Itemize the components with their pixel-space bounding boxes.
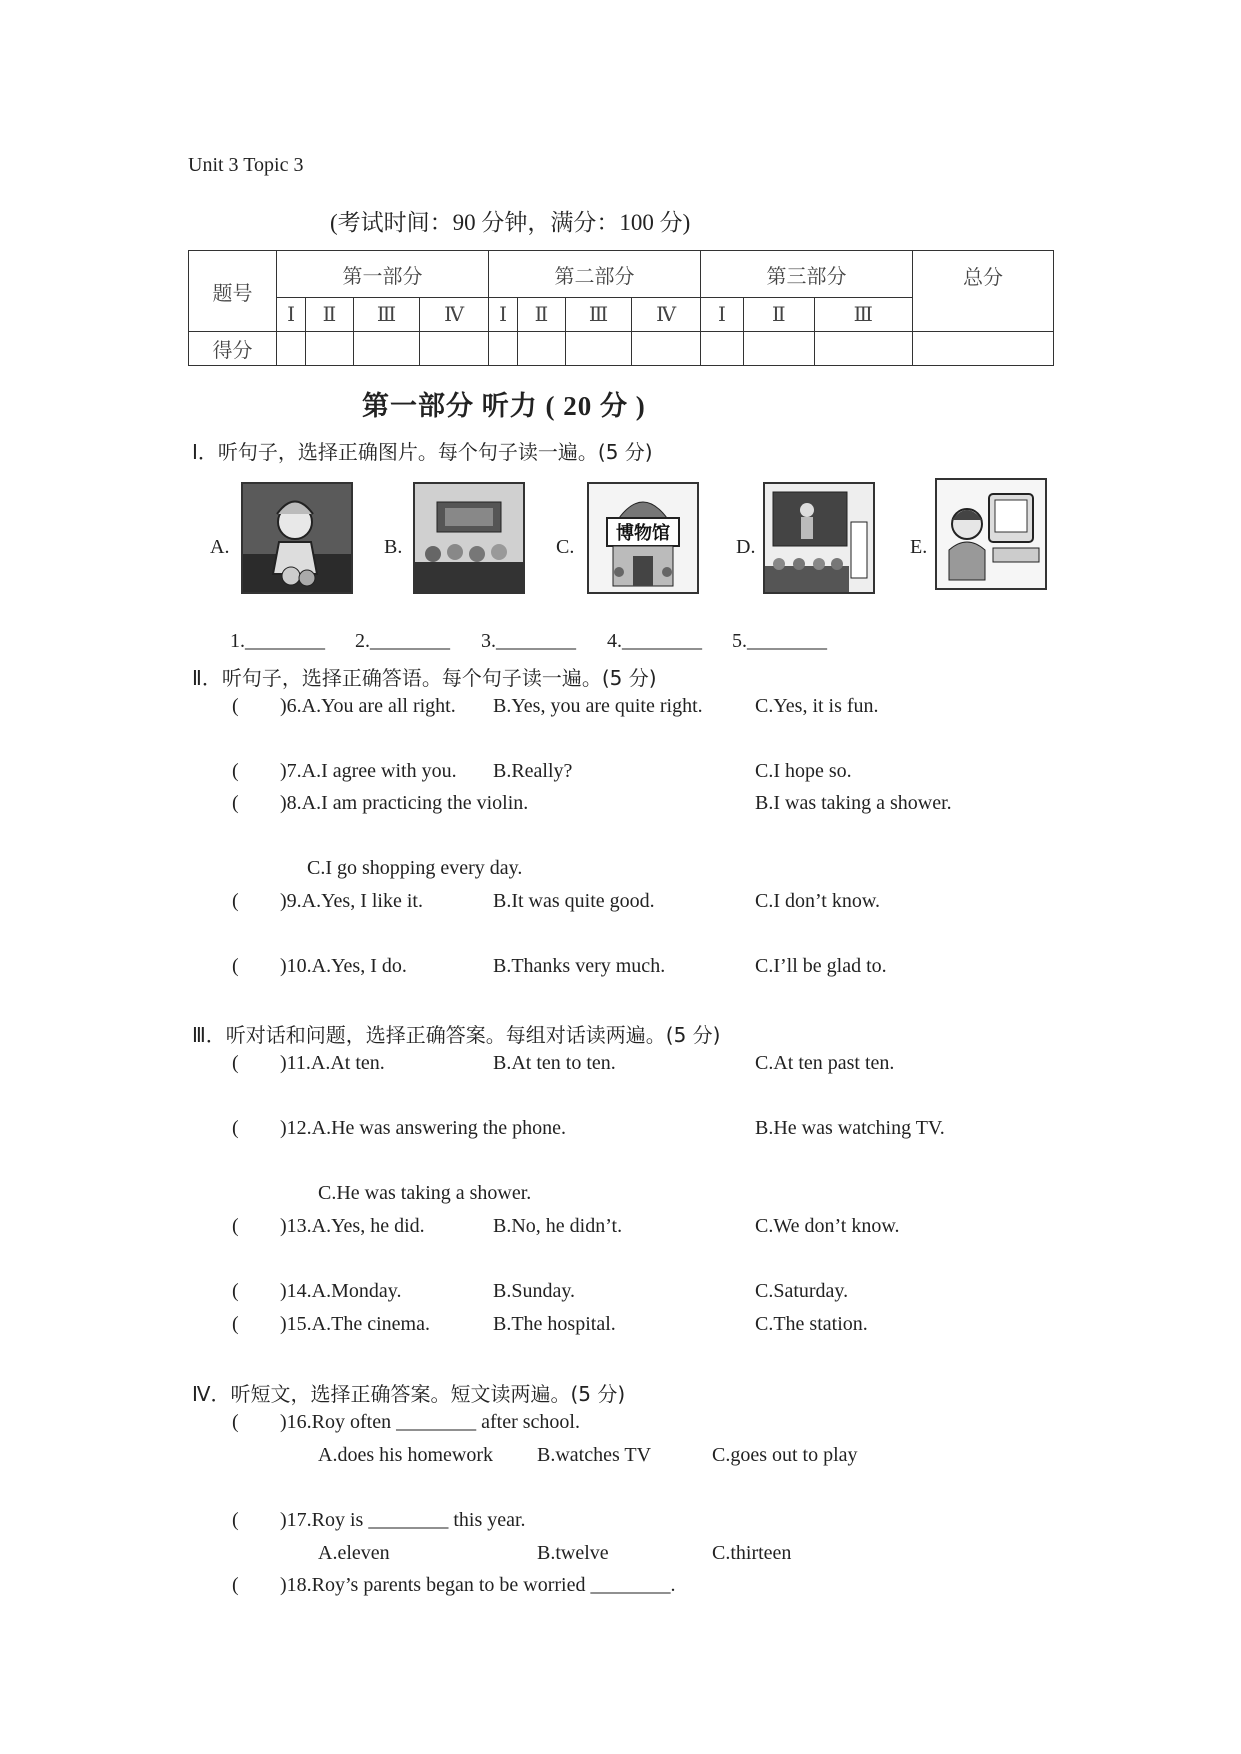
- answer-paren[interactable]: (: [232, 1574, 239, 1596]
- sub-header: Ⅱ: [518, 298, 566, 332]
- sub-header: Ⅰ: [277, 298, 306, 332]
- question-11: )11.A.At ten.: [280, 1052, 385, 1074]
- answer-blank[interactable]: 1.________: [230, 630, 325, 652]
- sub-header: Ⅰ: [700, 298, 743, 332]
- option-b: B.He was watching TV.: [755, 1117, 945, 1139]
- option-c: C.The station.: [755, 1313, 868, 1335]
- question-8: )8.A.I am practicing the violin.: [280, 792, 529, 814]
- score-cell[interactable]: [565, 332, 631, 366]
- question-14: )14.A.Monday.: [280, 1280, 402, 1302]
- option-b: B.twelve: [537, 1542, 609, 1564]
- option-c: C.At ten past ten.: [755, 1052, 895, 1074]
- option-c: C.Yes, it is fun.: [755, 695, 879, 717]
- option-b: B.Really?: [493, 760, 573, 782]
- answer-paren[interactable]: (: [232, 695, 239, 717]
- answer-paren[interactable]: (: [232, 955, 239, 977]
- option-b: B.It was quite good.: [493, 890, 655, 912]
- option-b: B.Sunday.: [493, 1280, 576, 1302]
- score-label: 得分: [189, 332, 277, 366]
- question-9: )9.A.Yes, I like it.: [280, 890, 423, 912]
- option-b: B.I was taking a shower.: [755, 792, 952, 814]
- boy-computer-icon: [935, 478, 1047, 590]
- question-7: )7.A.I agree with you.: [280, 760, 457, 782]
- option-c: C.I go shopping every day.: [307, 857, 523, 879]
- museum-icon: [587, 482, 699, 594]
- answer-paren[interactable]: (: [232, 1117, 239, 1139]
- option-c: C.thirteen: [712, 1542, 792, 1564]
- answer-paren[interactable]: (: [232, 792, 239, 814]
- exam-info: (考试时间：90 分钟，满分：100 分): [330, 210, 691, 235]
- option-b: B.At ten to ten.: [493, 1052, 616, 1074]
- museum-sign: 博物馆: [616, 523, 670, 544]
- answer-paren[interactable]: (: [232, 1509, 239, 1531]
- score-table: [188, 250, 1054, 366]
- score-cell[interactable]: [744, 332, 815, 366]
- question-13: )13.A.Yes, he did.: [280, 1215, 425, 1237]
- answer-blank[interactable]: 2.________: [355, 630, 450, 652]
- option-c: C.I hope so.: [755, 760, 852, 782]
- actress-icon: [241, 482, 353, 594]
- section4-title: Ⅳ．听短文，选择正确答案。短文读两遍。(5 分): [192, 1382, 626, 1406]
- option-c: C.We don’t know.: [755, 1215, 900, 1237]
- answer-paren[interactable]: (: [232, 1313, 239, 1335]
- sub-header: Ⅳ: [632, 298, 701, 332]
- option-c: C.I’ll be glad to.: [755, 955, 887, 977]
- part-header: 第一部分: [277, 251, 489, 298]
- option-a: A.eleven: [318, 1542, 390, 1564]
- answer-paren[interactable]: (: [232, 1052, 239, 1074]
- sub-header: Ⅲ: [814, 298, 912, 332]
- part-header: 第三部分: [700, 251, 912, 298]
- option-c: C.He was taking a shower.: [318, 1182, 532, 1204]
- question-12: )12.A.He was answering the phone.: [280, 1117, 567, 1139]
- answer-paren[interactable]: (: [232, 890, 239, 912]
- option-b: B.watches TV: [537, 1444, 652, 1466]
- option-b: B.The hospital.: [493, 1313, 616, 1335]
- answer-paren[interactable]: (: [232, 760, 239, 782]
- concert-stage-icon: [763, 482, 875, 594]
- answer-paren[interactable]: (: [232, 1280, 239, 1302]
- image-letter: D.: [736, 536, 756, 558]
- total-score-cell[interactable]: [913, 332, 1054, 366]
- score-cell[interactable]: [353, 332, 419, 366]
- option-b: B.No, he didn’t.: [493, 1215, 623, 1237]
- sub-header: Ⅳ: [420, 298, 489, 332]
- answer-paren[interactable]: (: [232, 1411, 239, 1433]
- answer-blank[interactable]: 5.________: [732, 630, 827, 652]
- question-6: )6.A.You are all right.: [280, 695, 456, 717]
- option-b: B.Yes, you are quite right.: [493, 695, 703, 717]
- part-header: 第二部分: [488, 251, 700, 298]
- answer-blank[interactable]: 4.________: [607, 630, 702, 652]
- image-letter: A.: [210, 536, 230, 558]
- score-cell[interactable]: [488, 332, 517, 366]
- sub-header: Ⅰ: [488, 298, 517, 332]
- image-letter: E.: [910, 536, 928, 558]
- answer-paren[interactable]: (: [232, 1215, 239, 1237]
- option-a: A.does his homework: [318, 1444, 493, 1466]
- section3-title: Ⅲ．听对话和问题，选择正确答案。每组对话读两遍。(5 分): [192, 1023, 721, 1047]
- question-17: )17.Roy is ________ this year.: [280, 1509, 526, 1531]
- image-letter: B.: [384, 536, 403, 558]
- sub-header: Ⅱ: [306, 298, 354, 332]
- score-cell[interactable]: [814, 332, 912, 366]
- score-cell[interactable]: [277, 332, 306, 366]
- section2-title: Ⅱ．听句子，选择正确答语。每个句子读一遍。(5 分): [192, 666, 657, 690]
- unit-topic: Unit 3 Topic 3: [188, 154, 304, 176]
- sub-header: Ⅲ: [353, 298, 419, 332]
- option-b: B.Thanks very much.: [493, 955, 666, 977]
- option-c: C.I don’t know.: [755, 890, 880, 912]
- option-c: C.goes out to play: [712, 1444, 858, 1466]
- score-cell[interactable]: [518, 332, 566, 366]
- score-cell[interactable]: [632, 332, 701, 366]
- section1-title: Ⅰ．听句子，选择正确图片。每个句子读一遍。(5 分): [192, 440, 653, 464]
- row-label: 题号: [189, 251, 277, 332]
- cinema-audience-icon: [413, 482, 525, 594]
- question-18: )18.Roy’s parents began to be worried ________.: [280, 1574, 676, 1596]
- score-cell[interactable]: [420, 332, 489, 366]
- sub-header: Ⅲ: [565, 298, 631, 332]
- part1-title: 第一部分 听力 ( 20 分 ): [362, 391, 646, 421]
- question-16: )16.Roy often ________ after school.: [280, 1411, 580, 1433]
- question-15: )15.A.The cinema.: [280, 1313, 430, 1335]
- score-cell[interactable]: [700, 332, 743, 366]
- question-10: )10.A.Yes, I do.: [280, 955, 407, 977]
- answer-blank[interactable]: 3.________: [481, 630, 576, 652]
- image-letter: C.: [556, 536, 575, 558]
- sub-header: Ⅱ: [744, 298, 815, 332]
- total-header: 总分: [913, 251, 1054, 332]
- option-c: C.Saturday.: [755, 1280, 849, 1302]
- score-cell[interactable]: [306, 332, 354, 366]
